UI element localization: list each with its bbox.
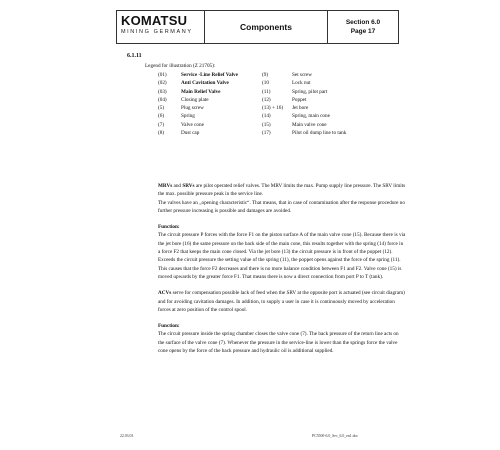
legend-table xyxy=(158,71,408,137)
page-label: Page 17 xyxy=(350,28,376,35)
header-title: Components xyxy=(205,11,328,43)
legend-number: (12) xyxy=(262,96,271,103)
legend-label: Spring, pilot part xyxy=(292,88,328,95)
legend-row xyxy=(158,88,408,96)
legend-label: Service -Line Relief Valve xyxy=(181,72,238,78)
legend-row xyxy=(158,96,408,104)
legend-row xyxy=(158,121,408,129)
legend-row xyxy=(158,112,408,120)
function-heading: Function: xyxy=(158,323,180,330)
logo-subtitle: MINING GERMANY xyxy=(121,29,193,35)
legend-label: Set screw xyxy=(292,72,313,78)
legend-number: (01) xyxy=(158,72,167,78)
legend-label: Anti Cavitation Valve xyxy=(181,80,229,87)
legend-label: Jet bore xyxy=(292,105,309,112)
legend-number: (17) xyxy=(262,130,271,137)
legend-number: (02) xyxy=(158,80,167,87)
logo-wordmark: KOMATSU xyxy=(121,13,188,28)
legend-number: (6) xyxy=(158,113,165,120)
legend-label: Main valve cone xyxy=(292,121,327,128)
legend-row xyxy=(158,104,408,112)
paragraph-text: serve for compensation possible lack of feed when the SRV at the opposite port is actuated (see circuit diagram) and for avoiding cavitation damages. In addition, to supply a user in case it is continuously moved by acceleration forces at zero position of the control spool. xyxy=(158,290,405,313)
legend-label: Spring xyxy=(181,113,195,120)
legend-number: (04) xyxy=(158,96,167,103)
legend-number: (11) xyxy=(262,88,271,95)
term-mrvs: MRVs xyxy=(158,183,173,189)
legend-number: (03) xyxy=(158,88,167,95)
legend-number: (9) xyxy=(262,72,269,78)
function-heading: Function: xyxy=(158,224,180,231)
legend-number: (13) + 16) xyxy=(262,105,284,112)
paragraph-text: are pilot operated relief valves. The MRV limits the max. Pump supply line pressure. The SRV limits the max. possible pressure peak in the service line. xyxy=(158,183,406,198)
legend-label: Valve cone xyxy=(181,121,204,128)
footer-filename: PC5500-6.0_Sec_6.0_en1.doc xyxy=(312,434,359,438)
body-text xyxy=(158,182,406,355)
legend-number: (5) xyxy=(158,105,165,112)
legend-number: (14) xyxy=(262,113,271,120)
legend-label: Pilot oil dump line to tank xyxy=(292,130,347,137)
legend-label: Poppet xyxy=(292,96,307,103)
legend-number: (7) xyxy=(158,121,165,128)
legend-label: Spring, main cone xyxy=(292,113,330,120)
legend-number: (10 xyxy=(262,80,269,87)
legend-number: (8) xyxy=(158,130,165,137)
paragraph-acv xyxy=(158,289,406,314)
term-srvs: SRVs xyxy=(182,183,195,189)
paragraph-opening-characteristic: The valves have an „opening characteristic“. That means, that in case of contamination after the response procedure no further pressure increasing is possible and damages are avoided. xyxy=(158,199,405,214)
legend-row xyxy=(158,71,408,79)
legend-label: Plug screw xyxy=(181,105,204,112)
legend-row xyxy=(158,79,408,87)
section-number: 6.1.11 xyxy=(127,53,142,59)
legend-label: Closing plate xyxy=(181,96,209,103)
section-label: Section 6.0 xyxy=(345,19,381,26)
legend-label: Main Relief Valve xyxy=(181,88,221,95)
legend-number: (15) xyxy=(262,121,271,128)
paragraph-function-acv: The circuit pressure inside the spring chamber closes the valve cone (7). The back pressure of the return line acts on the surface of the valve cone (7). Whenever the pressure in the service-line is lower than the springs force the valve cone opens by the force of the back pressure and hydraulic oil is additional supplied. xyxy=(158,331,399,355)
footer-date: 22.03.03 xyxy=(120,434,134,438)
legend-row xyxy=(158,129,408,137)
company-logo xyxy=(117,11,205,43)
term-acvs: ACVs xyxy=(158,290,172,297)
legend-label: Dust cap xyxy=(181,130,200,137)
legend-label: Lock nut xyxy=(292,80,311,87)
paragraph-mrv-srv xyxy=(158,182,406,199)
paragraph-text: and xyxy=(172,183,183,189)
paragraph-function-mrv: The circuit pressure P forces with the force F1 on the piston surface A of the main valve cone (15). Because there is via the jet bore (16) the same pressure on the back side of the main cone, this results together with the spring (14) force in a force F2 that keeps the main cone closed. Via the jet bore (13) the circuit pressure is in front of the poppet (12). Exceeds the circuit pressure the setting value of the spring (11), the poppet opens against the force of the spring (11). This causes that the force F2 decreases and there is no more balance condition between F1 and F2. Valve cone (15) is moved upwards by the greater force F1. That means there is now a direct connection from port P to T (tank). xyxy=(158,232,406,280)
page-header xyxy=(116,10,399,44)
legend-title: Legend for illustration (Z 21705): xyxy=(145,63,216,69)
header-section-box xyxy=(328,11,398,43)
